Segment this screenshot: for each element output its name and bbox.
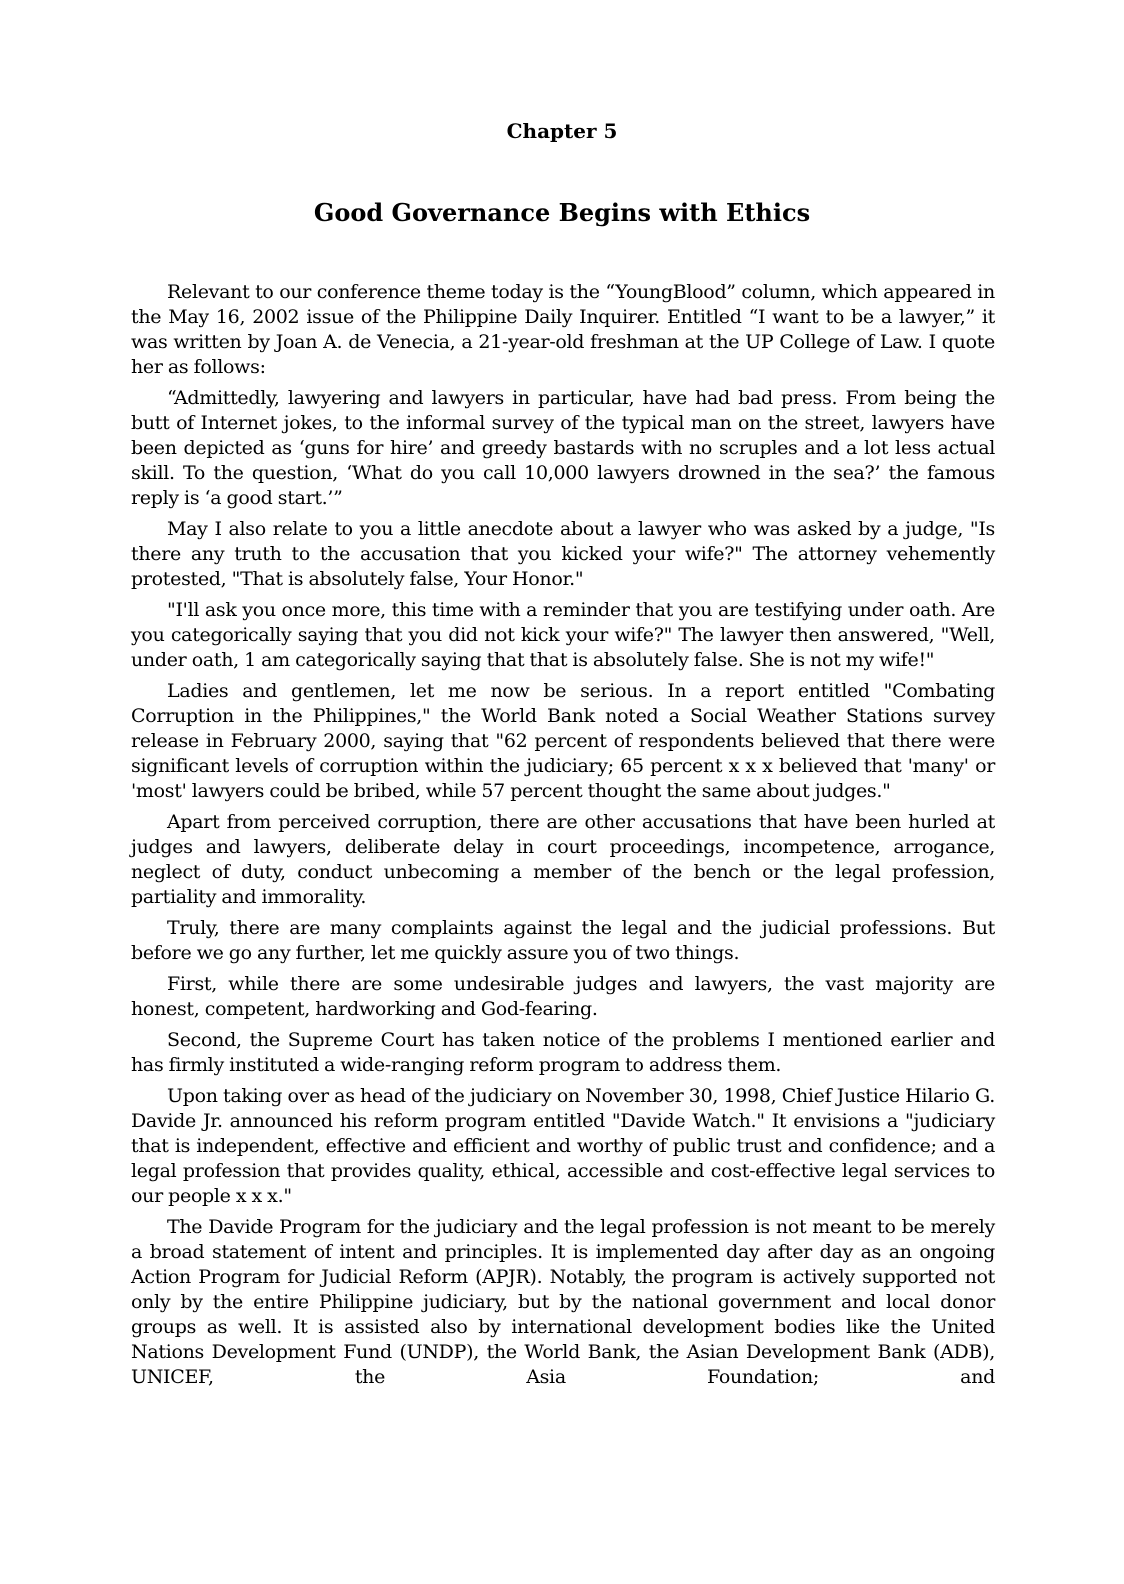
paragraph: Relevant to our conference theme today is the “YoungBlood” column, which appeared in the May 16, 2002 issue of the Philippine Daily Inquirer. Entitled “I want to be a lawyer,” it was written by Joan A. de Venecia, a 21-year-old freshman at the UP College of Law. I quote her as follows: [131,281,995,378]
paragraph: Ladies and gentlemen, let me now be serious. In a report entitled "Combating Corruption in the Philippines," the World Bank noted a Social Weather Stations survey release in February 2000, saying that "62 percent of respondents believed that there were significant levels of corruption within the judiciary; 65 percent x x x believed that 'many' or 'most' lawyers could be bribed, while 57 percent thought the same about judges." [131,680,995,802]
chapter-title: Good Governance Begins with Ethics [313,198,811,227]
chapter-label: Chapter 5 [506,119,618,143]
paragraph: Upon taking over as head of the judiciary on November 30, 1998, Chief Justice Hilario G. Davide Jr. announced his reform program entitled "Davide Watch." It envisions a "judiciary that is independent, effective and efficient and worthy of public trust and confidence; and a legal profession that provides quality, ethical, accessible and cost-effective legal services to our people x x x." [131,1085,995,1207]
paragraph: Truly, there are many complaints against the legal and the judicial professions. But before we go any further, let me quickly assure you of two things. [131,917,995,964]
paragraph: "I'll ask you once more, this time with a reminder that you are testifying under oath. Are you categorically saying that you did not kick your wife?" The lawyer then answered, "Well, under oath, 1 am categorically saying that that is absolutely false. She is not my wife!" [131,599,995,671]
body-text [131,280,995,1396]
paragraph: The Davide Program for the judiciary and the legal profession is not meant to be merely a broad statement of intent and principles. It is implemented day after day as an ongoing Action Program for Judicial Reform (APJR). Notably, the program is actively supported not only by the entire Philippine judiciary, but by the national government and local donor groups as well. It is assisted also by international development bodies like the United Nations Development Fund (UNDP), the World Bank, the Asian Development Bank (ADB), UNICEF, the Asia Foundation; and [131,1216,995,1388]
paragraph: Apart from perceived corruption, there are other accusations that have been hurled at judges and lawyers, deliberate delay in court proceedings, incompetence, arrogance, neglect of duty, conduct unbecoming a member of the bench or the legal profession, partiality and immorality. [131,811,995,908]
paragraph: First, while there are some undesirable judges and lawyers, the vast majority are honest, competent, hardworking and God-fearing. [131,973,995,1020]
paragraph: May I also relate to you a little anecdote about a lawyer who was asked by a judge, "Is there any truth to the accusation that you kicked your wife?" The attorney vehemently protested, "That is absolutely false, Your Honor." [131,518,995,590]
paragraph: Second, the Supreme Court has taken notice of the problems I mentioned earlier and has firmly instituted a wide-ranging reform program to address them. [131,1029,995,1076]
paragraph: “Admittedly, lawyering and lawyers in particular, have had bad press. From being the butt of Internet jokes, to the informal survey of the typical man on the street, lawyers have been depicted as ‘guns for hire’ and greedy bastards with no scruples and a lot less actual skill. To the question, ‘What do you call 10,000 lawyers drowned in the sea?’ the famous reply is ‘a good start.’” [131,387,995,509]
